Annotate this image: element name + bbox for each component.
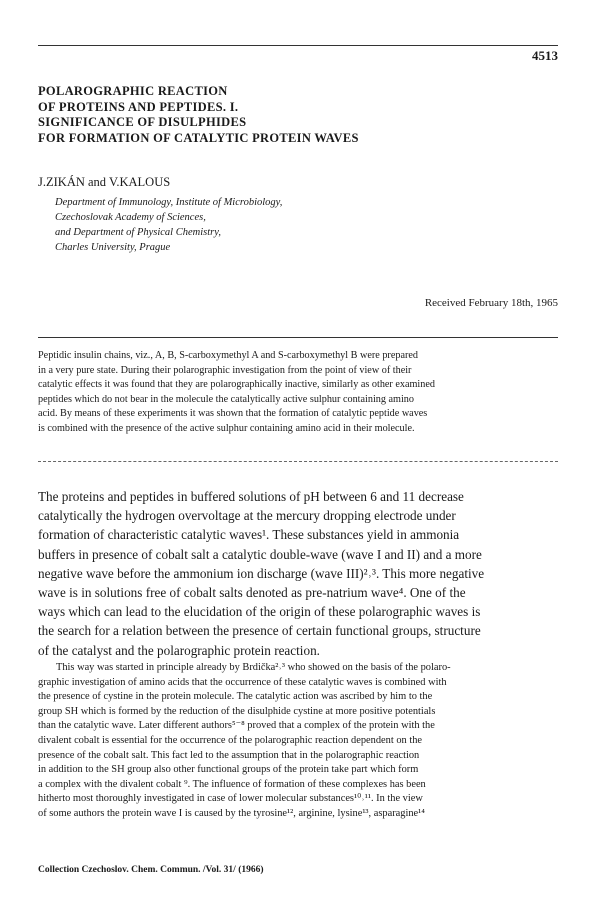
body-line: presence of the cobalt salt. This fact led to the assumption that in the polarographic reaction [38,749,420,761]
received-date: Received February 18th, 1965 [424,297,558,309]
abstract-top-rule [38,337,558,338]
title-line: OF PROTEINS AND PEPTIDES. I. [38,99,239,114]
authors: J.ZIKÁN and V.KALOUS [38,175,171,189]
body-line: of some authors the protein wave I is caused by the tyrosine¹², arginine, lysine¹³, asparagine¹⁴ [38,807,425,819]
body-line: than the catalytic wave. Later different authors⁵⁻⁸ proved that a complex of the protein with the [38,720,435,732]
body-line: group SH which is formed by the reduction of the disulphide cystine at more positive potentials [38,705,436,717]
abstract-line: in a very pure state. During their polarographic investigation from the point of view of their [38,364,412,376]
body-line: wave is in solutions free of cobalt salts denoted as pre-natrium wave⁴. One of the [38,585,466,601]
affiliation [55,195,282,255]
abstract-line: catalytic effects it was found that they are polarographically inactive, similarly as other examined [38,379,435,391]
body-line: ways which can lead to the elucidation of the origin of these polarographic waves is [38,604,481,620]
second-paragraph [38,661,560,822]
body-line: catalytically the hydrogen overvoltage at the mercury dropping electrode under [38,508,456,524]
affiliation-line: Charles University, Prague [55,242,171,253]
body-line: buffers in presence of cobalt salt a catalytic double-wave (wave I and II) and a more [38,546,482,562]
body-line: in addition to the SH group also other functional groups of the protein take part which form [38,764,419,776]
intro-paragraph [38,487,560,660]
body-line: hitherto most thoroughly investigated in case of lower molecular substances¹⁰˒¹¹. In the view [38,793,423,805]
title-line: FOR FORMATION OF CATALYTIC PROTEIN WAVES [38,130,359,145]
title-line: SIGNIFICANCE OF DISULPHIDES [38,115,247,129]
affiliation-line: and Department of Physical Chemistry, [55,227,221,238]
affiliation-line: Czechoslovak Academy of Sciences, [55,212,206,223]
body-line: the presence of cystine in the protein molecule. The catalytic action was ascribed by him to the [38,691,433,703]
abstract-line: Peptidic insulin chains, viz., A, B, S-carboxymethyl A and S-carboxymethyl B were prepared [38,350,418,361]
affiliation-line: Department of Immunology, Institute of Microbiology, [55,197,283,208]
body-line: This way was started in principle already by Brdička²˒³ who showed on the basis of the polaro- [56,662,451,673]
abstract-bottom-rule [38,461,558,462]
body-line: of the catalyst and the polarographic protein reaction. [38,642,320,658]
abstract-line: acid. By means of these experiments it was shown that the formation of catalytic peptide waves [38,408,428,420]
journal-footer: Collection Czechoslov. Chem. Commun. /Vol. 31/ (1966) [38,865,264,875]
body-line: graphic investigation of amino acids that the occurrence of these catalytic waves is combined with [38,676,447,688]
body-line: The proteins and peptides in buffered solutions of pH between 6 and 11 decrease [38,489,464,504]
title-line: POLAROGRAPHIC REACTION [38,84,228,98]
abstract-line: peptides which do not bear in the molecule the catalytically active sulphur containing amino [38,393,414,405]
abstract [38,349,560,437]
body-line: a complex with the divalent cobalt ⁹. The influence of formation of these complexes has been [38,778,426,790]
body-line: negative wave before the ammonium ion discharge (wave III)²˒³. This more negative [38,565,485,581]
body-line: divalent cobalt is essential for the occurrence of the polarographic reaction dependent on the [38,734,423,746]
body-line: the search for a relation between the presence of certain functional groups, structure [38,623,481,639]
page-number: 4513 [532,48,558,63]
abstract-line: is combined with the presence of the active sulphur containing amino acid in their molecule. [38,422,415,434]
article-title [38,84,558,146]
body-line: formation of characteristic catalytic waves¹. These substances yield in ammonia [38,527,460,543]
top-rule [38,45,558,46]
